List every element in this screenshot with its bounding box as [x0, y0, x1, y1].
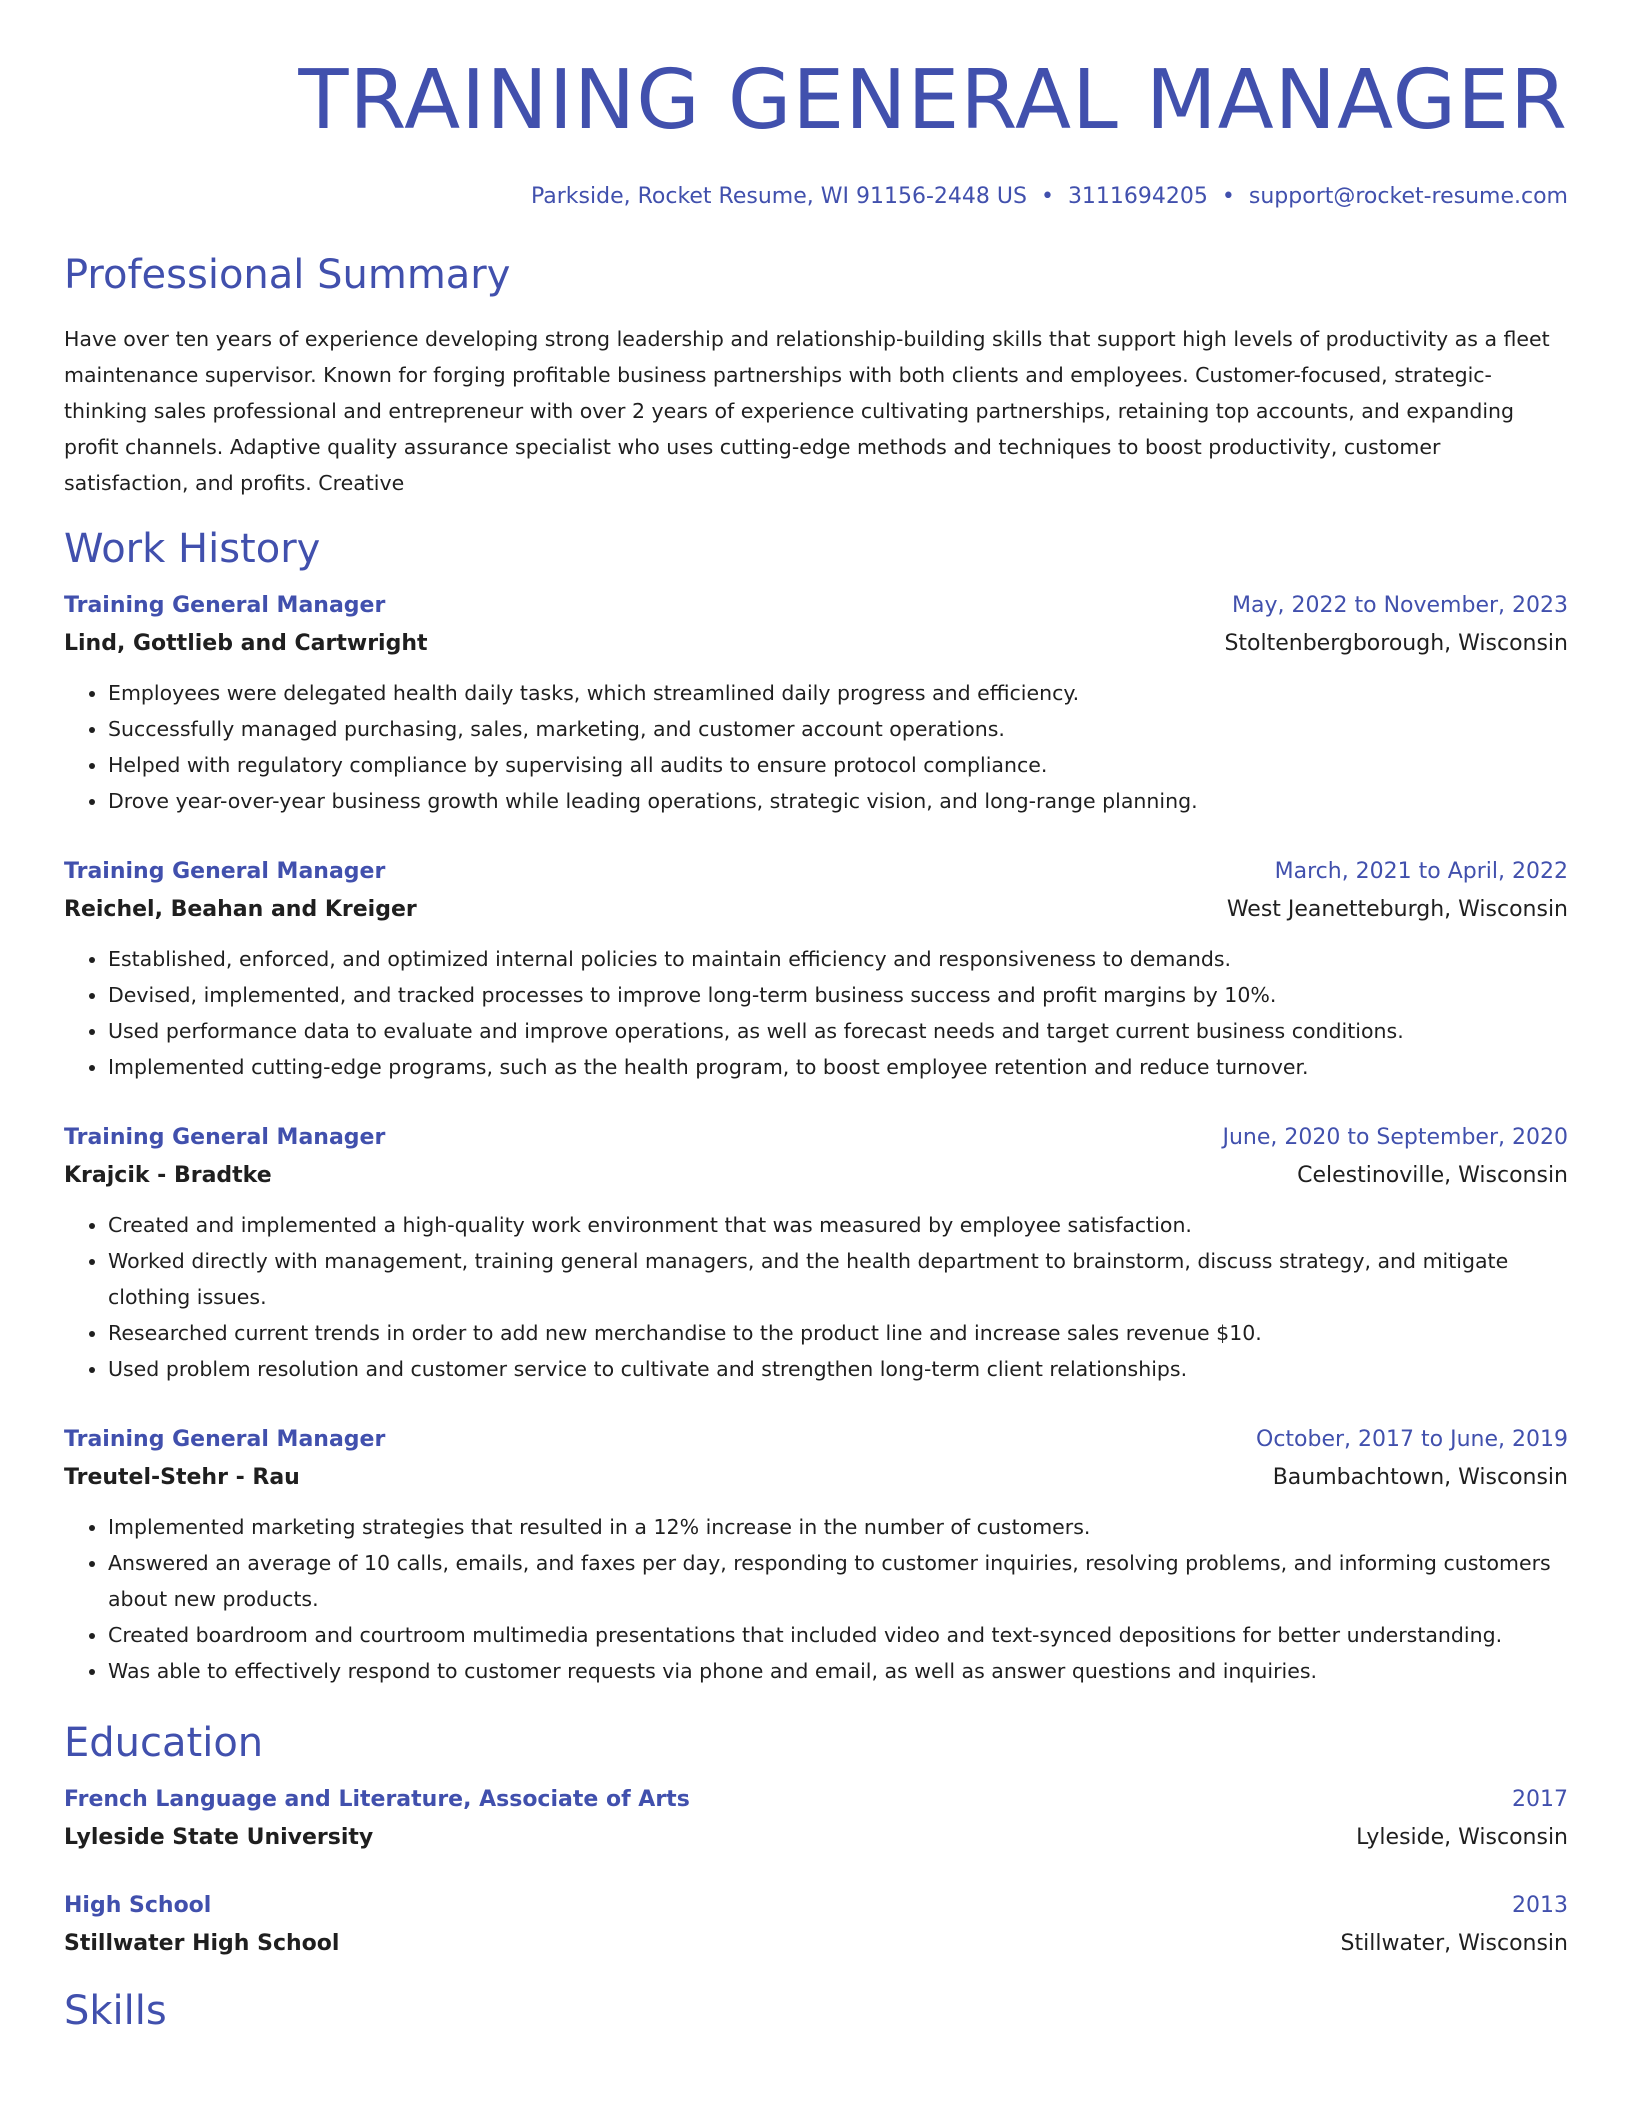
job-bullet: • Used problem resolution and customer service to cultivate and strengthen long-term client relationships. — [108, 1351, 1568, 1387]
job-bullet: • Created and implemented a high-quality work environment that was measured by employee satisfaction. — [108, 1207, 1568, 1243]
education-school: Lyleside State University — [64, 1824, 374, 1850]
job-bullet: • Implemented marketing strategies that resulted in a 12% increase in the number of customers. — [108, 1509, 1568, 1545]
resume-page — [64, 0, 1568, 2035]
resume-name: TRAINING GENERAL MANAGER — [298, 53, 1568, 148]
job-role: Training General Manager — [64, 1124, 386, 1150]
work-history-list — [64, 587, 1568, 1689]
education-entry — [64, 1781, 1568, 1857]
job-bullet: • Devised, implemented, and tracked processes to improve long-term business success and profit margins by 10%. — [108, 977, 1568, 1013]
education-year: 2017 — [1512, 1786, 1568, 1812]
skills-heading: Skills — [64, 1987, 167, 2034]
contact-line — [64, 184, 1568, 210]
education-location: Lyleside, Wisconsin — [1356, 1824, 1568, 1850]
job-bullet: • Used performance data to evaluate and improve operations, as well as forecast needs and target current business conditions. — [108, 1013, 1568, 1049]
job-bullet: • Employees were delegated health daily tasks, which streamlined daily progress and efficiency. — [108, 675, 1568, 711]
summary-text: Have over ten years of experience developing strong leadership and relationship-building skills that support high levels of productivity as a fleet maintenance supervisor. Known for forging profitable business partnerships with both clients and employees. Customer-focused, strategic-thinking sales professional and entrepreneur with over 2 years of experience cultivating partnerships, retaining top accounts, and expanding profit channels. Adaptive quality assurance specialist who uses cutting-edge methods and techniques to boost productivity, customer satisfaction, and profits. Creative — [64, 326, 1550, 495]
job-company: Reichel, Beahan and Kreiger — [64, 896, 417, 922]
job-bullet: • Drove year-over-year business growth while leading operations, strategic vision, and long-range planning. — [108, 783, 1568, 819]
job-entry — [64, 1421, 1568, 1689]
education-degree: High School — [64, 1892, 212, 1918]
contact-separator: • — [1040, 184, 1054, 210]
contact-phone: 3111694205 — [1067, 184, 1208, 210]
job-entry — [64, 853, 1568, 1085]
job-bullet: • Successfully managed purchasing, sales, marketing, and customer account operations. — [108, 711, 1568, 747]
job-bullet: • Implemented cutting-edge programs, such as the health program, to boost employee retention and reduce turnover. — [108, 1049, 1568, 1085]
job-entry — [64, 587, 1568, 819]
job-bullet: • Created boardroom and courtroom multimedia presentations that included video and text-synced depositions for better understanding. — [108, 1617, 1568, 1653]
contact-address: Parkside, Rocket Resume, WI 91156-2448 US — [530, 184, 1027, 210]
education-entry — [64, 1887, 1568, 1963]
job-bullet: • Answered an average of 10 calls, emails, and faxes per day, responding to customer inquiries, resolving problems, and informing customers about new products. — [108, 1545, 1568, 1617]
job-bullet: • Worked directly with management, training general managers, and the health department to brainstorm, discuss strategy, and mitigate clothing issues. — [108, 1243, 1568, 1315]
job-dates: June, 2020 to September, 2020 — [1222, 1124, 1568, 1150]
work-history-heading: Work History — [64, 525, 321, 572]
job-location: Celestinoville, Wisconsin — [1297, 1162, 1568, 1188]
job-dates: May, 2022 to November, 2023 — [1232, 592, 1568, 618]
job-bullets — [64, 1509, 1568, 1689]
job-bullet: • Was able to effectively respond to customer requests via phone and email, as well as answer questions and inquiries. — [108, 1653, 1568, 1689]
job-dates: March, 2021 to April, 2022 — [1274, 858, 1568, 884]
job-company: Krajcik - Bradtke — [64, 1162, 272, 1188]
job-bullets — [64, 675, 1568, 819]
job-role: Training General Manager — [64, 1426, 386, 1452]
job-location: Baumbachtown, Wisconsin — [1272, 1464, 1568, 1490]
job-location: West Jeanetteburgh, Wisconsin — [1226, 896, 1568, 922]
education-year: 2013 — [1512, 1892, 1568, 1918]
job-entry — [64, 1119, 1568, 1387]
education-degree: French Language and Literature, Associate of Arts — [64, 1786, 690, 1812]
contact-email: support@rocket-resume.com — [1248, 184, 1568, 210]
job-bullet: • Helped with regulatory compliance by supervising all audits to ensure protocol compliance. — [108, 747, 1568, 783]
job-bullets — [64, 1207, 1568, 1387]
job-bullet: • Researched current trends in order to add new merchandise to the product line and increase sales revenue $10. — [108, 1315, 1568, 1351]
job-dates: October, 2017 to June, 2019 — [1256, 1426, 1568, 1452]
job-bullet: • Established, enforced, and optimized internal policies to maintain efficiency and responsiveness to demands. — [108, 941, 1568, 977]
contact-separator: • — [1221, 184, 1235, 210]
education-location: Stillwater, Wisconsin — [1340, 1930, 1568, 1956]
education-list — [64, 1781, 1568, 1963]
job-location: Stoltenbergborough, Wisconsin — [1224, 630, 1568, 656]
job-role: Training General Manager — [64, 592, 386, 618]
job-role: Training General Manager — [64, 858, 386, 884]
job-company: Treutel-Stehr - Rau — [64, 1464, 300, 1490]
summary-heading: Professional Summary — [64, 251, 511, 298]
education-school: Stillwater High School — [64, 1930, 340, 1956]
job-company: Lind, Gottlieb and Cartwright — [64, 630, 428, 656]
education-heading: Education — [64, 1719, 264, 1766]
job-bullets — [64, 941, 1568, 1085]
